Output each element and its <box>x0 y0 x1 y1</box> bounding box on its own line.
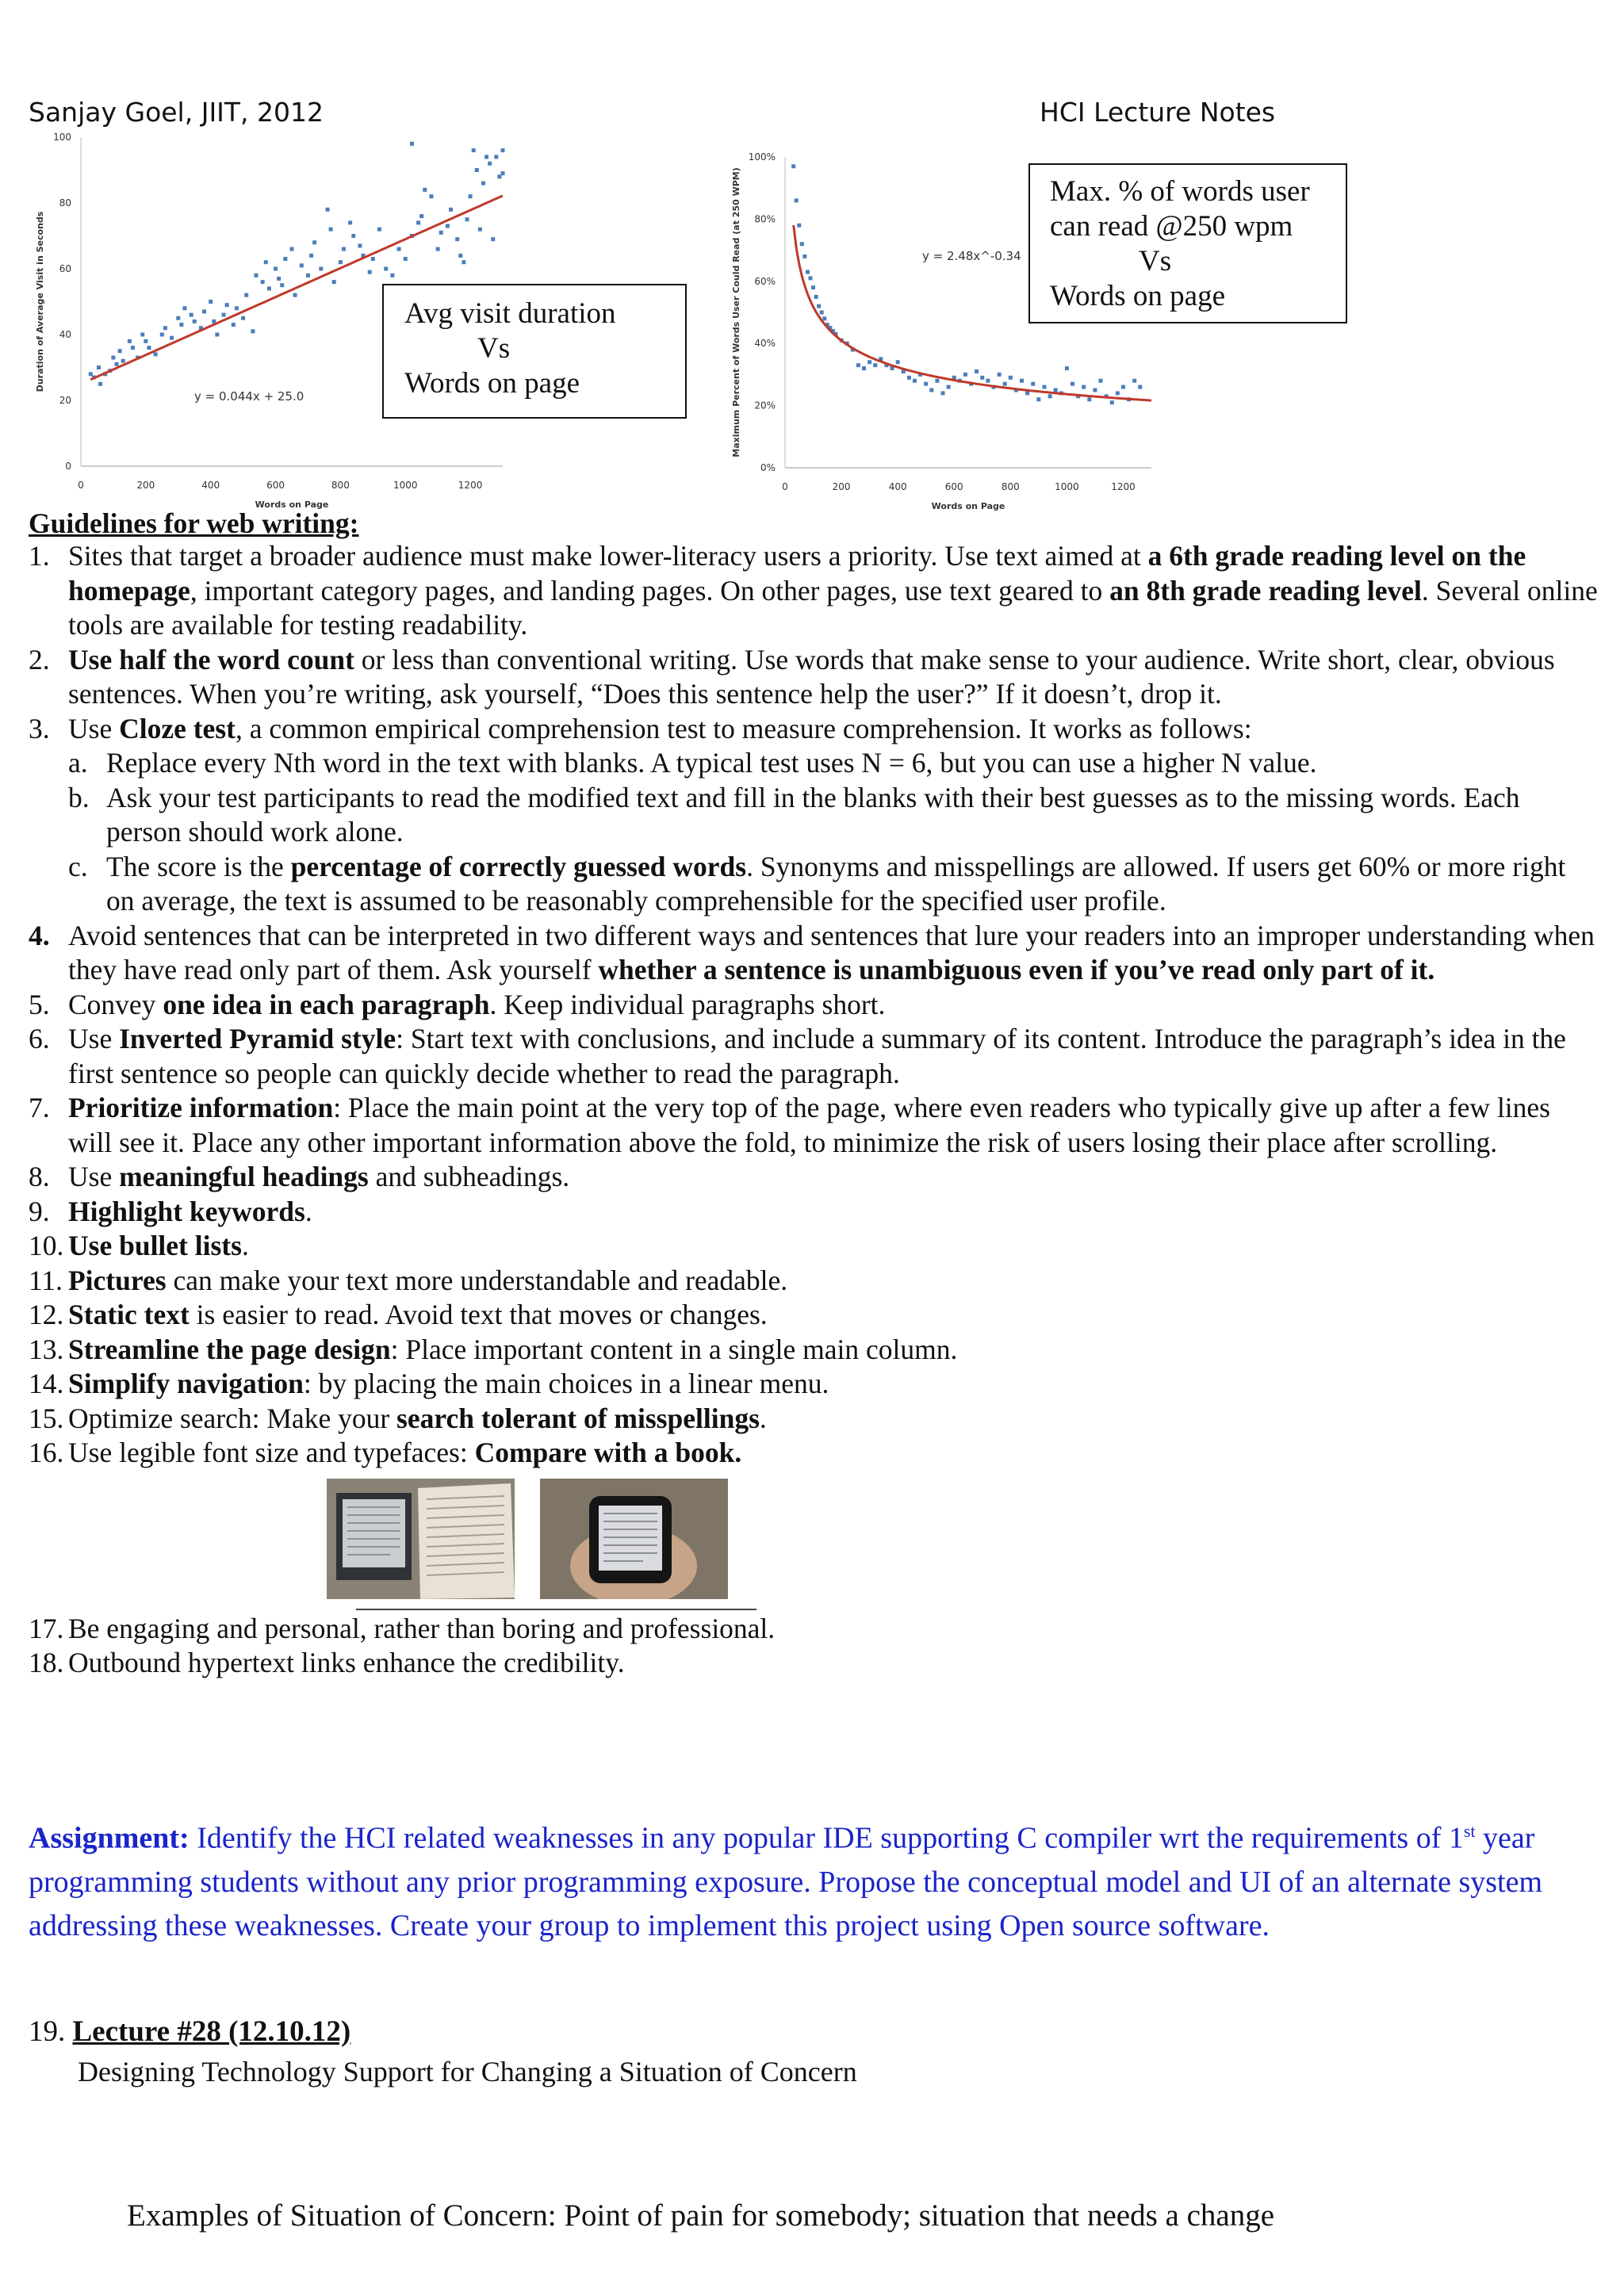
guideline-text: Use <box>68 712 120 744</box>
guideline-item <box>29 1436 1599 1471</box>
data-point <box>862 366 866 370</box>
guideline-number: 6. <box>29 1023 50 1054</box>
data-point <box>371 257 375 261</box>
data-point <box>485 155 488 159</box>
data-point <box>1138 385 1142 389</box>
data-point <box>121 359 125 363</box>
monitor-book-image <box>327 1479 515 1599</box>
guideline-subitem <box>29 850 1599 919</box>
data-point <box>98 382 102 386</box>
guideline-text: Use legible font size and typefaces: <box>68 1437 475 1468</box>
data-point <box>423 188 427 192</box>
data-point <box>309 254 313 258</box>
data-point <box>1031 382 1035 386</box>
guideline-text: . Synonyms and misspellings are allowed. If users get 60% or more right on average, the text is assumed to be reasonably comprehensible for the specified user profile. <box>106 850 1566 916</box>
guideline-text: Use <box>68 1023 120 1054</box>
data-point <box>501 171 505 175</box>
x-axis-label: Words on Page <box>931 501 1005 511</box>
data-point <box>439 231 443 235</box>
guideline-text: Sites that target a broader audience must make lower-literacy users a priority. Use text aimed at <box>68 540 1148 572</box>
data-point <box>190 313 193 317</box>
guideline-number: 8. <box>29 1161 50 1192</box>
guideline-emphasis: Simplify navigation <box>68 1368 304 1399</box>
guideline-emphasis: one idea in each paragraph <box>163 988 490 1020</box>
data-point <box>481 182 485 186</box>
data-point <box>458 254 462 258</box>
guideline-text: or less than conventional writing. Use words that make sense to your audience. Write short, clear, obvious sentences. When you’re writing, ask yourself, “Does this sentence help the user?” If it doesn’t, drop it. <box>68 643 1555 710</box>
x-tick-label: 200 <box>136 480 155 491</box>
x-tick-label: 400 <box>201 480 220 491</box>
data-point <box>449 208 453 212</box>
data-point <box>873 363 877 367</box>
guideline-text: , important category pages, and landing pages. On other pages, use text geared to <box>190 574 1110 607</box>
guideline-number: 3. <box>29 712 50 744</box>
data-point <box>488 162 492 166</box>
y-tick-label: 60 <box>59 263 71 274</box>
guideline-emphasis: a 6th grade reading level on the homepage <box>68 540 1526 607</box>
guideline-number: 14. <box>29 1368 64 1399</box>
guideline-subitem <box>29 746 1599 781</box>
y-tick-label: 60% <box>754 275 776 287</box>
guideline-text: : Place important content in a single main column. <box>390 1333 958 1365</box>
guidelines-heading: Guidelines for web writing: <box>29 507 359 539</box>
guideline-number: b. <box>68 781 90 813</box>
guideline-text: Use <box>68 1161 120 1192</box>
data-point <box>986 379 990 383</box>
data-point <box>170 336 174 340</box>
data-point <box>1036 397 1040 401</box>
data-point <box>111 356 115 360</box>
data-point <box>817 304 821 308</box>
guideline-item <box>29 1333 1599 1368</box>
data-point <box>131 346 135 350</box>
data-point <box>478 228 482 232</box>
data-point <box>280 283 284 287</box>
data-point <box>806 270 810 274</box>
data-point <box>368 270 372 274</box>
data-point <box>1093 388 1097 392</box>
guideline-text: can make your text more understandable and readable. <box>166 1264 788 1296</box>
guideline-item <box>29 919 1599 988</box>
data-point <box>1020 379 1024 383</box>
data-point <box>1082 385 1086 389</box>
guideline-text: Optimize search: Make your <box>68 1402 397 1434</box>
data-point <box>326 208 330 212</box>
data-point <box>907 376 911 380</box>
y-tick-label: 40 <box>59 329 71 340</box>
data-point <box>800 242 804 246</box>
data-point <box>501 148 505 152</box>
data-point <box>469 194 473 198</box>
data-point <box>241 316 245 320</box>
data-point <box>980 376 984 380</box>
guideline-emphasis: Pictures <box>68 1264 167 1296</box>
data-point <box>1071 382 1074 386</box>
data-point <box>1054 388 1058 392</box>
data-point <box>329 228 333 232</box>
guideline-emphasis: Cloze test <box>119 712 236 744</box>
data-point <box>222 313 226 317</box>
data-point <box>429 194 433 198</box>
data-point <box>160 333 164 337</box>
data-point <box>215 333 219 337</box>
data-point <box>1110 400 1114 404</box>
y-tick-label: 0 <box>65 461 71 472</box>
data-point <box>306 274 310 277</box>
data-point <box>97 365 101 369</box>
data-point <box>293 293 297 297</box>
data-point <box>277 277 281 281</box>
guideline-text: The score is the <box>106 850 291 882</box>
y-tick-label: 100 <box>53 132 71 143</box>
data-point <box>929 388 933 392</box>
guideline-number: 7. <box>29 1092 50 1123</box>
data-point <box>235 306 239 310</box>
data-point <box>791 164 795 168</box>
data-point <box>1025 391 1029 395</box>
guideline-text: Be engaging and personal, rather than boring and professional. <box>68 1612 776 1644</box>
header-author: Sanjay Goel, JIIT, 2012 <box>29 97 324 128</box>
data-point <box>351 234 355 238</box>
x-tick-label: 0 <box>782 481 788 492</box>
guideline-item <box>29 1195 1599 1230</box>
data-point <box>261 280 265 284</box>
assignment-label: Assignment: <box>29 1821 190 1855</box>
guideline-number: 5. <box>29 988 50 1020</box>
data-point <box>179 323 183 327</box>
data-point <box>935 379 939 383</box>
chart-words-read-caption <box>1028 163 1347 323</box>
guidelines-section <box>29 507 1599 1681</box>
y-tick-label: 80% <box>754 213 776 225</box>
data-point <box>332 280 336 284</box>
x-tick-label: 1200 <box>1111 481 1136 492</box>
data-point <box>390 274 394 277</box>
guideline-text: . <box>304 1195 312 1227</box>
data-point <box>491 237 495 241</box>
trendline-equation: y = 2.48x^-0.34 <box>922 249 1021 263</box>
data-point <box>797 224 801 228</box>
assignment-paragraph <box>29 1809 1599 1948</box>
guideline-text: : by placing the main choices in a linear menu. <box>303 1368 829 1399</box>
guidelines-list <box>29 539 1599 1681</box>
data-point <box>410 142 414 146</box>
caption-line-1: Avg visit duration <box>404 297 616 330</box>
caption2-line-4: Words on page <box>1050 280 1226 312</box>
guideline-item <box>29 1229 1599 1264</box>
data-point <box>913 379 917 383</box>
guideline-emphasis: Highlight keywords <box>68 1195 305 1227</box>
y-tick-label: 20 <box>59 395 71 406</box>
data-point <box>377 228 381 232</box>
guideline-number: 17. <box>29 1612 64 1644</box>
lecture-subtitle: Designing Technology Support for Changing a Situation of Concern <box>78 2056 857 2087</box>
guideline-number: 16. <box>29 1437 64 1468</box>
data-point <box>251 329 255 333</box>
photo-monitor-vs-book <box>327 1479 515 1599</box>
data-point <box>896 360 900 364</box>
data-point <box>404 257 408 261</box>
guideline-item <box>29 712 1599 747</box>
x-tick-label: 800 <box>1001 481 1020 492</box>
assignment-text-2: year programming students without any prior programming exposure. Propose the conceptual model and UI of an alternate system addressing these weaknesses. Create your group to implement this project using Open source software. <box>29 1821 1543 1942</box>
guideline-text: . <box>759 1402 767 1434</box>
data-point <box>140 333 144 337</box>
caption-line-2: Vs <box>477 332 511 365</box>
comparison-photos <box>29 1479 1599 1612</box>
guideline-item <box>29 1402 1599 1437</box>
data-point <box>339 260 343 264</box>
data-point <box>472 148 476 152</box>
data-point <box>436 247 440 251</box>
data-point <box>397 247 401 251</box>
guideline-text: Outbound hypertext links enhance the credibility. <box>68 1647 625 1678</box>
y-axis-label: Duration of Average Visit in Seconds <box>35 211 45 392</box>
guideline-text: and subheadings. <box>368 1161 570 1192</box>
guideline-text: . Keep individual paragraphs short. <box>489 988 886 1020</box>
data-point <box>115 362 119 366</box>
data-point <box>342 247 346 251</box>
data-point <box>254 274 258 277</box>
data-point <box>1009 376 1013 380</box>
guideline-emphasis: an 8th grade reading level <box>1109 574 1422 607</box>
guideline-emphasis: Prioritize information <box>68 1092 334 1123</box>
caption2-line-1: Max. % of words user <box>1050 175 1310 208</box>
data-point <box>176 316 180 320</box>
data-point <box>998 373 1002 377</box>
guideline-item <box>29 988 1599 1023</box>
guideline-number: a. <box>68 747 88 779</box>
guideline-item <box>29 539 1599 643</box>
data-point <box>475 168 479 172</box>
x-tick-label: 800 <box>331 480 350 491</box>
data-point <box>348 220 352 224</box>
y-tick-label: 80 <box>59 197 71 209</box>
data-point <box>267 286 271 290</box>
guideline-item <box>29 1367 1599 1402</box>
y-tick-label: 0% <box>760 462 776 473</box>
guideline-emphasis: Use half the word count <box>68 643 354 675</box>
lecture-title: Lecture #28 (12.10.12) <box>72 2015 351 2048</box>
data-point <box>128 339 132 343</box>
data-point <box>1065 366 1069 370</box>
x-tick-label: 200 <box>832 481 851 492</box>
photo-divider <box>356 1609 756 1610</box>
caption-line-3: Words on page <box>404 367 580 400</box>
guideline-number: 2. <box>29 643 50 675</box>
data-point <box>209 300 213 304</box>
lecture-heading <box>29 2014 350 2050</box>
caption2-line-3: Vs <box>1139 245 1172 277</box>
guideline-text: Avoid sentences that can be interpreted in two different ways and sentences that lure your readers into an improper understanding when they have read only part of them. Ask yourself <box>68 919 1595 985</box>
data-point <box>1132 379 1136 383</box>
data-point <box>494 155 498 159</box>
data-point <box>283 257 287 261</box>
data-point <box>319 267 323 271</box>
guideline-text: is easier to read. Avoid text that moves or changes. <box>189 1299 768 1330</box>
guideline-emphasis: search tolerant of misspellings <box>396 1402 760 1434</box>
y-tick-label: 40% <box>754 338 776 350</box>
x-tick-label: 1000 <box>393 480 418 491</box>
data-point <box>1116 391 1120 395</box>
data-point <box>975 369 979 373</box>
data-point <box>1003 382 1007 386</box>
data-point <box>947 385 951 389</box>
guideline-item <box>29 1264 1599 1299</box>
trendline-equation: y = 0.044x + 25.0 <box>194 389 304 404</box>
guideline-item <box>29 1298 1599 1333</box>
data-point <box>808 276 812 280</box>
situation-of-concern: Examples of Situation of Concern: Point of pain for somebody; situation that needs a change <box>127 2198 1275 2233</box>
x-tick-label: 600 <box>266 480 285 491</box>
data-point <box>154 352 158 356</box>
guideline-emphasis: Static text <box>68 1299 190 1330</box>
guideline-number: 12. <box>29 1299 64 1330</box>
guideline-text: , a common empirical comprehension test to measure comprehension. It works as follows: <box>235 712 1252 744</box>
guideline-text: . Several online tools are available for testing readability. <box>68 574 1598 641</box>
data-point <box>384 267 388 271</box>
data-point <box>312 240 316 244</box>
guideline-number: 10. <box>29 1230 64 1261</box>
data-point <box>1042 385 1046 389</box>
x-tick-label: 0 <box>78 480 84 491</box>
phone-image <box>540 1479 728 1599</box>
guideline-emphasis: whether a sentence is unambiguous even if you’ve read only part of it. <box>598 954 1435 985</box>
data-point <box>1048 394 1052 398</box>
guideline-text: . <box>241 1230 249 1261</box>
guideline-number: 9. <box>29 1195 50 1227</box>
data-point <box>446 224 450 228</box>
header-course: HCI Lecture Notes <box>1040 97 1276 128</box>
data-point <box>868 360 871 364</box>
x-tick-label: 600 <box>944 481 963 492</box>
guideline-number: 11. <box>29 1264 63 1296</box>
assignment-sup: st <box>1463 1821 1476 1841</box>
guideline-text: : Start text with conclusions, and include a summary of its content. Introduce the paragraph’s idea in the first sentence so people can quickly decide whether to read the paragraph. <box>68 1023 1566 1089</box>
guideline-text: Ask your test participants to read the modified text and fill in the blanks with their best guesses as to the missing words. Each person should work alone. <box>106 781 1520 848</box>
data-point <box>274 267 278 271</box>
data-point <box>820 311 824 315</box>
guideline-item <box>29 1646 1599 1681</box>
data-point <box>811 285 815 289</box>
guideline-number: 4. <box>29 919 50 951</box>
guideline-item <box>29 1160 1599 1195</box>
data-point <box>814 295 818 299</box>
data-point <box>182 306 186 310</box>
guideline-text: Replace every Nth word in the text with blanks. A typical test uses N = 6, but you can use a higher N value. <box>106 747 1317 779</box>
data-point <box>795 198 799 202</box>
x-tick-label: 1000 <box>1055 481 1079 492</box>
y-axis-label: Maximum Percent of Words User Could Read (at 250 WPM) <box>731 167 741 457</box>
data-point <box>1087 397 1091 401</box>
data-point <box>1121 385 1125 389</box>
x-axis-label: Words on Page <box>255 499 329 510</box>
data-point <box>822 316 826 320</box>
data-point <box>144 339 147 343</box>
data-point <box>225 303 229 307</box>
data-point <box>244 293 248 297</box>
lecture-number: 19. <box>29 2015 66 2048</box>
y-tick-label: 20% <box>754 400 776 411</box>
data-point <box>232 323 236 327</box>
guideline-item <box>29 1022 1599 1091</box>
data-point <box>941 391 945 395</box>
guideline-number: 13. <box>29 1333 64 1365</box>
guideline-emphasis: Compare with a book. <box>474 1437 742 1468</box>
data-point <box>856 363 860 367</box>
x-tick-label: 400 <box>888 481 907 492</box>
guideline-emphasis: percentage of correctly guessed words <box>290 850 747 882</box>
data-point <box>963 373 967 377</box>
data-point <box>118 349 122 353</box>
data-point <box>416 220 420 224</box>
guideline-number: c. <box>68 850 88 882</box>
data-point <box>465 217 469 221</box>
y-tick-label: 100% <box>748 151 776 163</box>
caption2-line-2: can read @250 wpm <box>1050 210 1293 243</box>
data-point <box>193 320 197 323</box>
data-point <box>358 243 362 247</box>
data-point <box>455 237 459 241</box>
data-point <box>300 263 304 267</box>
guideline-emphasis: Use bullet lists <box>68 1230 242 1261</box>
guideline-subitem <box>29 781 1599 850</box>
guideline-emphasis: Streamline the page design <box>68 1333 391 1365</box>
data-point <box>1099 379 1103 383</box>
data-point <box>163 326 167 330</box>
data-point <box>202 309 206 313</box>
x-tick-label: 1200 <box>458 480 483 491</box>
data-point <box>290 247 294 251</box>
data-point <box>264 260 268 264</box>
data-point <box>802 254 806 258</box>
chart-visit-duration-caption <box>382 284 687 419</box>
guideline-number: 1. <box>29 540 50 572</box>
guideline-text: : Place the main point at the very top of the page, where even readers who typically give up after a few lines will see it. Place any other important information above the fold, to minimize the risk of users losing their place after scrolling. <box>68 1092 1550 1158</box>
guideline-item <box>29 643 1599 712</box>
assignment-text-1: Identify the HCI related weaknesses in any popular IDE supporting C compiler wrt the requirements of 1 <box>189 1821 1464 1855</box>
guideline-emphasis: Inverted Pyramid style <box>119 1023 396 1054</box>
data-point <box>419 214 423 218</box>
guideline-emphasis: meaningful headings <box>119 1161 369 1192</box>
guideline-text: Convey <box>68 988 163 1020</box>
data-point <box>462 260 465 264</box>
guideline-item <box>29 1612 1599 1647</box>
guideline-item <box>29 1091 1599 1160</box>
guideline-number: 15. <box>29 1402 64 1434</box>
guideline-number: 18. <box>29 1647 64 1678</box>
photo-phone <box>540 1479 728 1599</box>
data-point <box>147 346 151 350</box>
data-point <box>924 382 928 386</box>
